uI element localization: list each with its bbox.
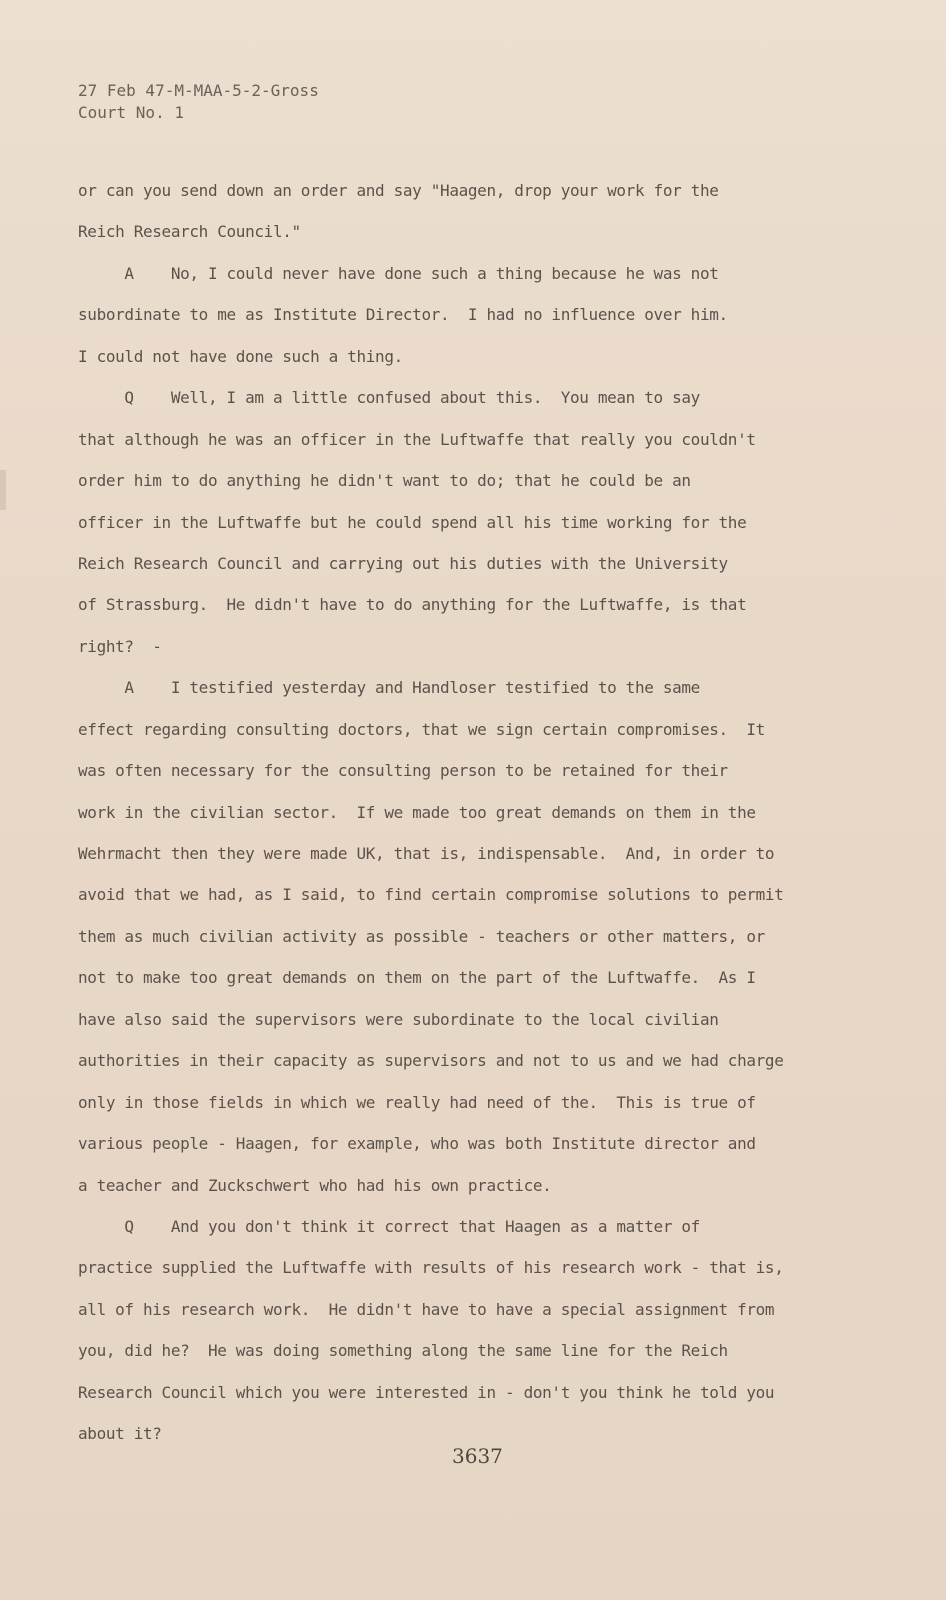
header-reference: 27 Feb 47-M-MAA-5-2-Gross — [78, 81, 319, 100]
transcript-line: was often necessary for the consulting person to be retained for their — [78, 761, 728, 781]
transcript-line: effect regarding consulting doctors, that we sign certain compromises. It — [78, 719, 765, 739]
transcript-line: I could not have done such a thing. — [78, 346, 403, 366]
transcript-line: all of his research work. He didn't have to have a special assignment from — [78, 1299, 775, 1319]
transcript-line: that although he was an officer in the Luftwaffe that really you couldn't — [78, 429, 756, 449]
transcript-line: of Strassburg. He didn't have to do anything for the Luftwaffe, is that — [78, 595, 747, 615]
page-edge-mark — [0, 470, 6, 510]
transcript-line: A I testified yesterday and Handloser testified to the same — [78, 678, 700, 698]
document-header — [78, 80, 319, 124]
transcript-line: order him to do anything he didn't want to do; that he could be an — [78, 471, 691, 491]
transcript-line: Reich Research Council." — [78, 222, 301, 242]
transcript-line: not to make too great demands on them on the part of the Luftwaffe. As I — [78, 968, 756, 988]
transcript-line: you, did he? He was doing something along the same line for the Reich — [78, 1341, 728, 1361]
header-court: Court No. 1 — [78, 103, 184, 122]
transcript-line: a teacher and Zuckschwert who had his own practice. — [78, 1175, 552, 1195]
transcript-line: subordinate to me as Institute Director. I had no influence over him. — [78, 305, 728, 325]
transcript-line: Q And you don't think it correct that Haagen as a matter of — [78, 1216, 700, 1236]
transcript-body — [78, 180, 858, 1465]
transcript-line: practice supplied the Luftwaffe with results of his research work - that is, — [78, 1258, 784, 1278]
transcript-line: about it? — [78, 1424, 162, 1444]
transcript-line: work in the civilian sector. If we made too great demands on them in the — [78, 802, 756, 822]
transcript-line: A No, I could never have done such a thing because he was not — [78, 263, 719, 283]
transcript-line: avoid that we had, as I said, to find certain compromise solutions to permit — [78, 885, 784, 905]
transcript-line: various people - Haagen, for example, who was both Institute director and — [78, 1134, 756, 1154]
transcript-line: Wehrmacht then they were made UK, that is, indispensable. And, in order to — [78, 844, 775, 863]
transcript-line: Reich Research Council and carrying out his duties with the University — [78, 553, 728, 573]
transcript-line: officer in the Luftwaffe but he could spend all his time working for the — [78, 512, 747, 532]
transcript-line: right? - — [78, 636, 162, 656]
transcript-line: them as much civilian activity as possible - teachers or other matters, or — [78, 926, 765, 946]
transcript-line: only in those fields in which we really had need of the. This is true of — [78, 1092, 756, 1112]
transcript-line: Research Council which you were interested in - don't you think he told you — [78, 1382, 775, 1402]
transcript-line: have also said the supervisors were subordinate to the local civilian — [78, 1009, 719, 1029]
transcript-line: or can you send down an order and say "Haagen, drop your work for the — [78, 181, 719, 200]
transcript-line: Q Well, I am a little confused about this. You mean to say — [78, 388, 700, 408]
transcript-line: authorities in their capacity as supervisors and not to us and we had charge — [78, 1051, 784, 1071]
page-number: 3637 — [452, 1444, 503, 1468]
